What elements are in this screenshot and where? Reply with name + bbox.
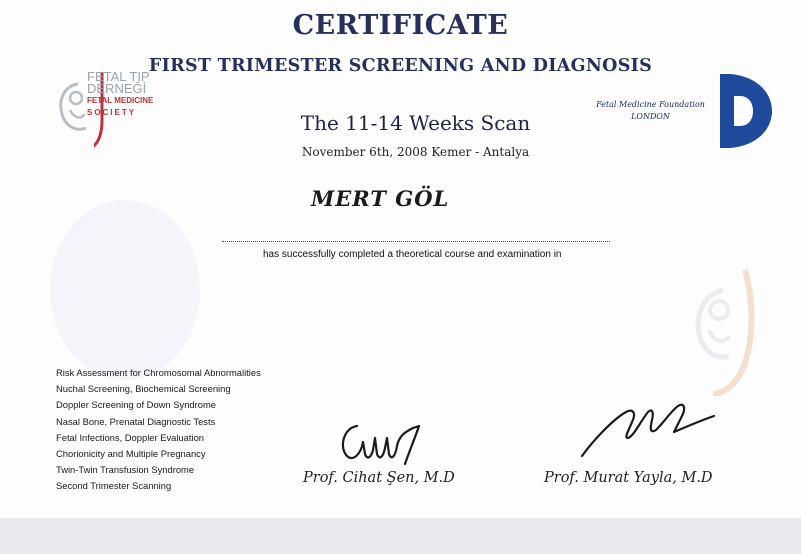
certificate-title: CERTIFICATE [292, 10, 509, 41]
completion-statement: has successfully completed a theoretical course and examination in [263, 249, 562, 260]
fmf-line-2: LONDON [631, 112, 670, 121]
dotted-line [222, 241, 610, 242]
signature-2-image [578, 398, 718, 460]
topic-item: Nasal Bone, Prenatal Diagnostic Tests [56, 415, 216, 427]
certificate-subtitle: FIRST TRIMESTER SCREENING AND DIAGNOSIS [148, 56, 653, 76]
course-title: The 11-14 Weeks Scan [300, 111, 531, 135]
logo-line-1: FETAL TIP [87, 69, 150, 84]
signatory-2-name: Prof. Murat Yayla, M.D [544, 470, 713, 486]
background-watermark-shape [50, 200, 200, 380]
fmf-line-1: Fetal Medicine Foundation [596, 100, 705, 109]
course-date-location: November 6th, 2008 Kemer - Antalya [301, 145, 530, 159]
fetus-watermark-icon [683, 268, 758, 396]
topic-item: Fetal Infections, Doppler Evaluation [56, 431, 204, 443]
topic-item: Twin-Twin Transfusion Syndrome [56, 464, 195, 476]
logo-line-3: FETAL MEDICINE [87, 96, 154, 105]
topic-item: Second Trimester Scanning [56, 480, 172, 492]
topic-item: Chorionicity and Multiple Pregnancy [56, 447, 206, 459]
signature-1-image [335, 418, 435, 470]
recipient-name: MERT GÖL [311, 186, 450, 211]
topic-item: Risk Assessment for Chromosomal Abnormalities [56, 367, 261, 378]
logo-line-4: SOCIETY [87, 108, 137, 117]
signatory-1-name: Prof. Cihat Şen, M.D [303, 470, 455, 486]
fetal-medicine-society-logo [56, 70, 176, 150]
topic-item: Nuchal Screening, Biochemical Screening [56, 383, 231, 395]
topic-item: Doppler Screening of Down Syndrome [56, 399, 216, 411]
logo-line-2: DERNEĞİ [87, 81, 147, 96]
topics-list [56, 365, 261, 495]
